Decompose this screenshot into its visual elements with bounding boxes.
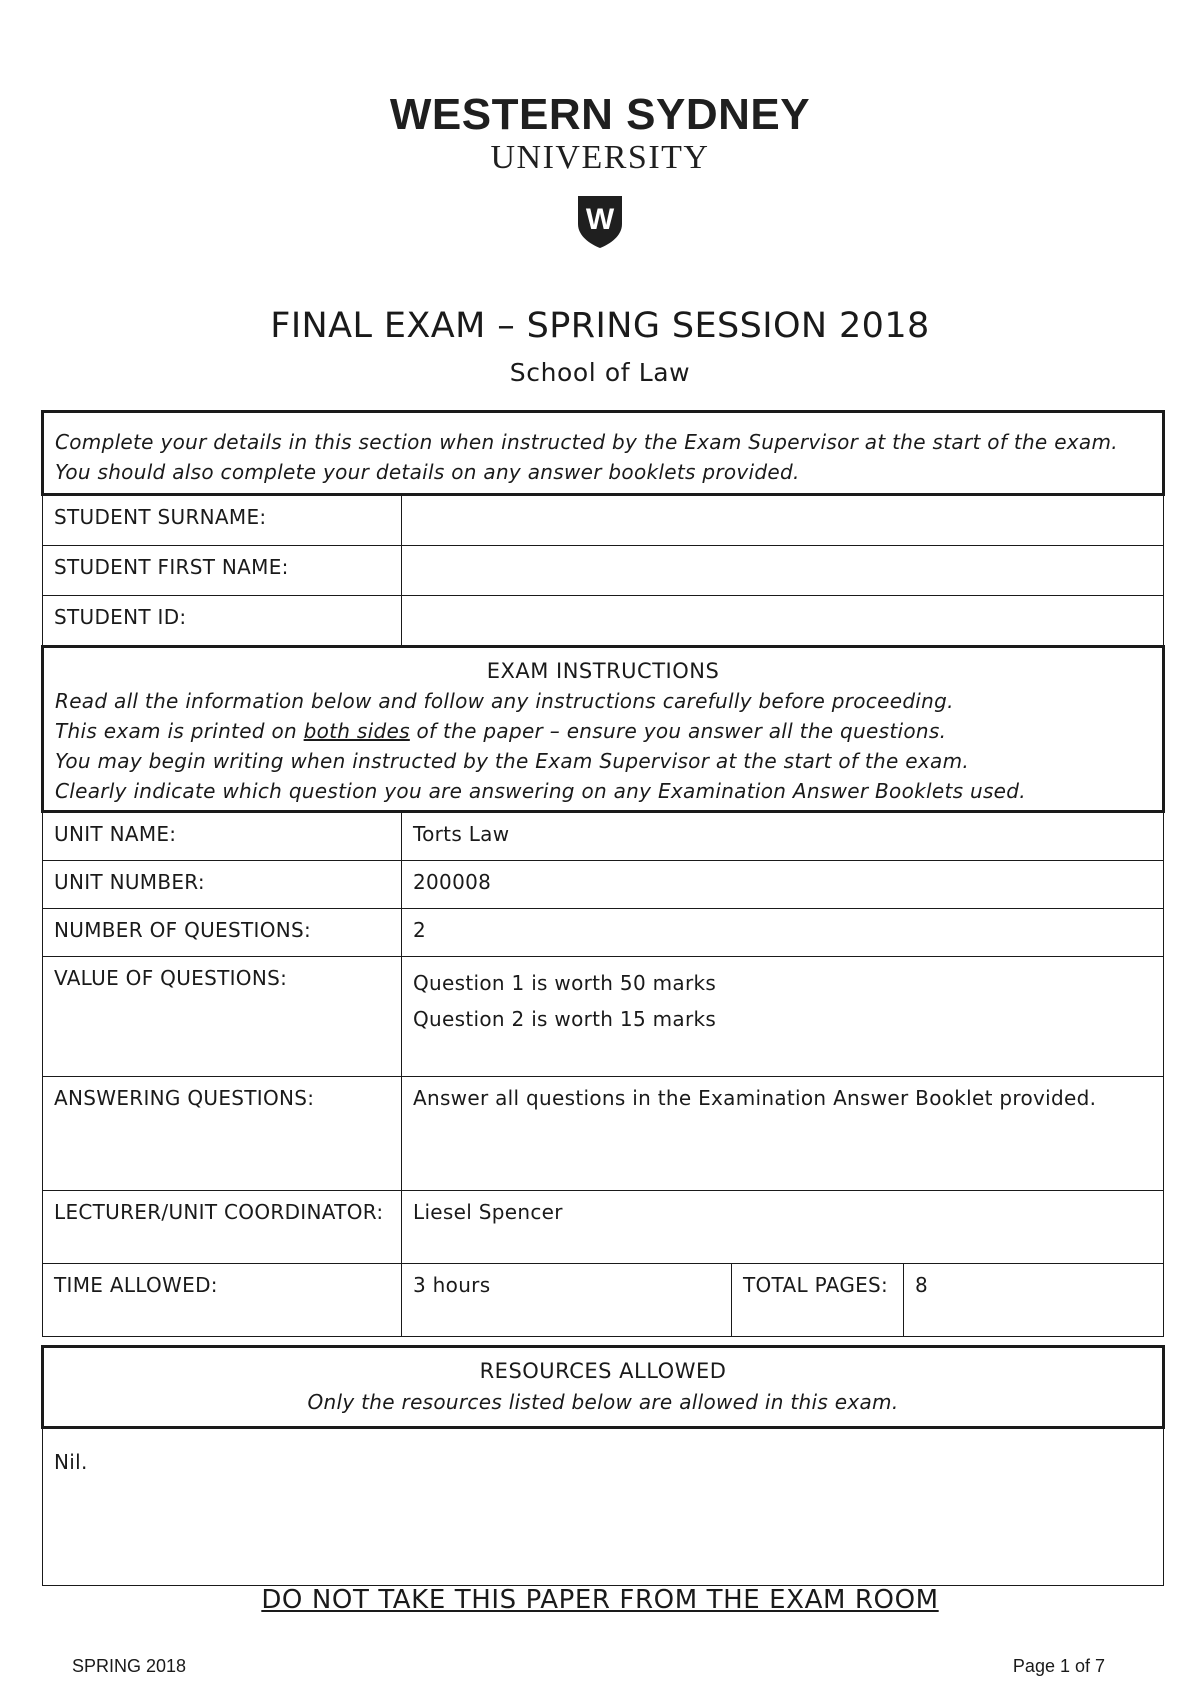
surname-field[interactable] xyxy=(402,495,1164,546)
answering-value: Answer all questions in the Examination Answer Booklet provided. xyxy=(402,1077,1164,1191)
student-id-label: STUDENT ID: xyxy=(43,596,402,646)
unit-name-value: Torts Law xyxy=(402,812,1164,861)
question-1-value: Question 1 is worth 50 marks xyxy=(413,971,717,995)
footer-session: SPRING 2018 xyxy=(72,1656,187,1676)
total-pages-value: 8 xyxy=(904,1264,1164,1337)
table-row xyxy=(43,812,1164,861)
student-details-table xyxy=(41,410,1165,646)
university-logo xyxy=(0,92,1200,254)
resources-banner xyxy=(43,1347,1164,1428)
first-name-field[interactable] xyxy=(402,546,1164,596)
crest-letter: W xyxy=(585,203,615,236)
crest-shield-icon xyxy=(576,194,624,250)
lecturer-value: Liesel Spencer xyxy=(402,1191,1164,1264)
table-row xyxy=(43,596,1164,646)
table-row xyxy=(43,861,1164,909)
student-id-field[interactable] xyxy=(402,596,1164,646)
unit-name-label: UNIT NAME: xyxy=(43,812,402,861)
surname-label: STUDENT SURNAME: xyxy=(43,495,402,546)
instruction-line-2-end: of the paper – ensure you answer all the questions. xyxy=(409,719,947,743)
unit-number-label: UNIT NUMBER: xyxy=(43,861,402,909)
num-questions-value: 2 xyxy=(402,909,1164,957)
table-row xyxy=(43,1191,1164,1264)
unit-number-value: 200008 xyxy=(402,861,1164,909)
resources-subheading: Only the resources listed below are allowed in this exam. xyxy=(307,1390,899,1414)
answering-label: ANSWERING QUESTIONS: xyxy=(43,1077,402,1191)
resources-body: Nil. xyxy=(43,1428,1164,1586)
resources-heading: RESOURCES ALLOWED xyxy=(479,1359,727,1383)
footer-page-number: Page 1 of 7 xyxy=(1012,1656,1105,1676)
table-row xyxy=(43,546,1164,596)
exam-instructions-table xyxy=(41,645,1165,1337)
university-name-line2: UNIVERSITY xyxy=(490,139,710,176)
first-name-label: STUDENT FIRST NAME: xyxy=(43,546,402,596)
time-allowed-value: 3 hours xyxy=(402,1264,732,1337)
instructions-heading: EXAM INSTRUCTIONS xyxy=(486,659,720,683)
instruction-line-2-start: This exam is printed on xyxy=(55,719,304,743)
table-row xyxy=(43,957,1164,1077)
university-name-line1: WESTERN SYDNEY xyxy=(389,90,811,139)
instruction-line-4: Clearly indicate which question you are answering on any Examination Answer Booklets used. xyxy=(55,779,1026,803)
time-allowed-label: TIME ALLOWED: xyxy=(43,1264,402,1337)
total-pages-label: TOTAL PAGES: xyxy=(732,1264,904,1337)
question-value-cell xyxy=(402,957,1164,1077)
instruction-line-3: You may begin writing when instructed by the Exam Supervisor at the start of the exam. xyxy=(55,749,970,773)
table-row xyxy=(43,1264,1164,1337)
lecturer-label: LECTURER/UNIT COORDINATOR: xyxy=(43,1191,402,1264)
both-sides-emphasis: both sides xyxy=(303,719,410,743)
num-questions-label: NUMBER OF QUESTIONS: xyxy=(43,909,402,957)
exam-title: FINAL EXAM – SPRING SESSION 2018 xyxy=(270,306,930,346)
instruction-line-2 xyxy=(55,716,1151,746)
resources-allowed-table xyxy=(41,1345,1165,1586)
question-value-label: VALUE OF QUESTIONS: xyxy=(43,957,402,1077)
school-name: School of Law xyxy=(509,358,691,387)
table-row xyxy=(43,909,1164,957)
instruction-line-1: Read all the information below and follow any instructions carefully before proceeding. xyxy=(55,689,954,713)
table-row xyxy=(43,1077,1164,1191)
intro-line-2: You should also complete your details on any answer booklets provided. xyxy=(55,460,800,484)
table-row xyxy=(43,495,1164,546)
instructions-banner xyxy=(43,647,1164,812)
exam-room-warning: DO NOT TAKE THIS PAPER FROM THE EXAM ROOM xyxy=(261,1585,939,1615)
student-details-intro xyxy=(43,412,1164,495)
intro-line-1: Complete your details in this section when instructed by the Exam Supervisor at the start of the exam. xyxy=(55,430,1118,454)
question-2-value: Question 2 is worth 15 marks xyxy=(413,1007,717,1031)
